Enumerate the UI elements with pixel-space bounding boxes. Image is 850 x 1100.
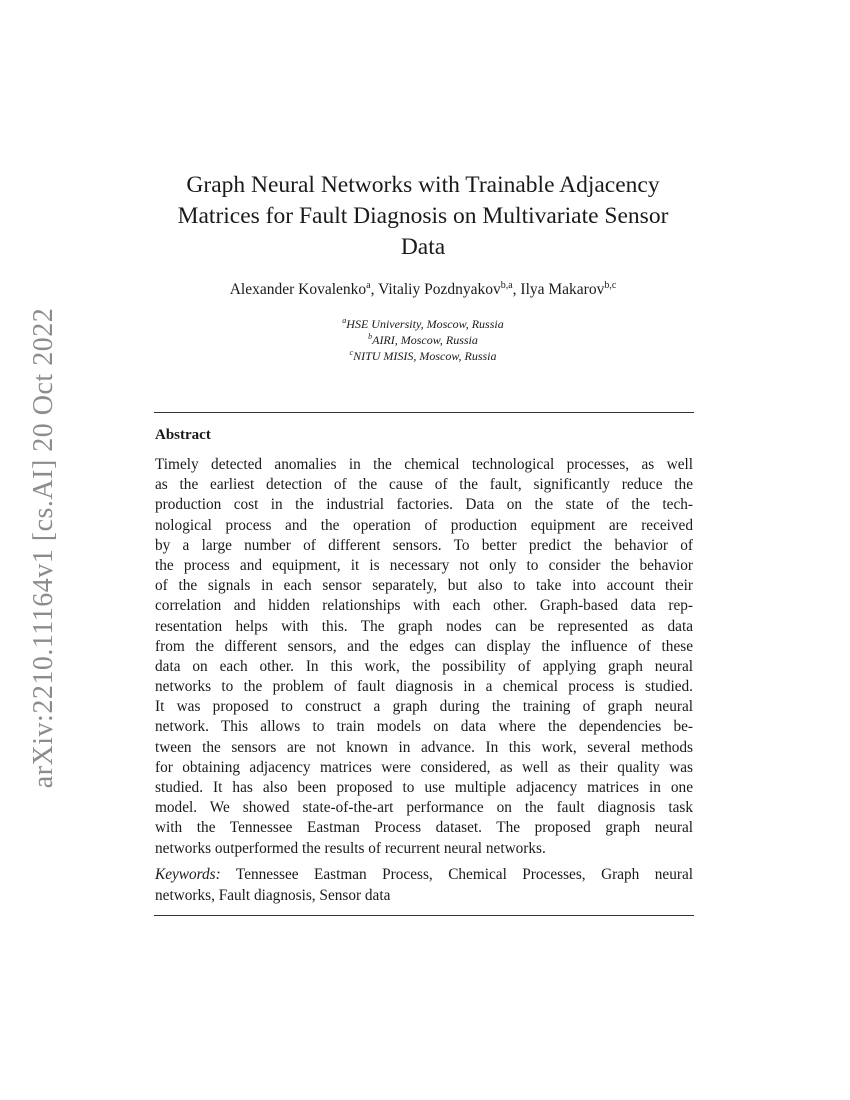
- abstract-line: nological process and the operation of production equipment are received: [155, 516, 693, 534]
- abstract-line: correlation and hidden relationships with each other. Graph-based data rep-: [155, 597, 693, 615]
- author-name: Ilya Makarov: [520, 281, 605, 298]
- abstract-line: production cost in the industrial factories. Data on the state of the tech-: [155, 496, 693, 514]
- bottom-divider: [154, 915, 694, 916]
- affiliation: [150, 348, 696, 364]
- abstract-body: [155, 455, 693, 859]
- abstract-line: the process and equipment, it is necessary not only to consider the behavior: [155, 556, 693, 574]
- author-list: [150, 281, 696, 299]
- top-divider: [154, 412, 694, 413]
- abstract-line: Timely detected anomalies in the chemical technological processes, as well: [155, 456, 693, 473]
- title-line: Data: [400, 234, 446, 260]
- author-affil-mark: b,c: [604, 279, 617, 291]
- abstract-line: studied. It has also been proposed to use multiple adjacency matrices in one: [155, 779, 693, 796]
- abstract-line: by a large number of different sensors. To better predict the behavior of: [155, 536, 693, 554]
- affiliation-mark: c: [349, 348, 354, 357]
- abstract-line: with the Tennessee Eastman Process dataset. The proposed graph neural: [155, 819, 693, 837]
- abstract-line: networks outperformed the results of recurrent neural networks.: [155, 839, 546, 857]
- author-affil-mark: b,a: [500, 279, 513, 291]
- arxiv-identifier: arXiv:2210.11164v1 [cs.AI] 20 Oct 2022: [28, 307, 59, 789]
- title-line: Graph Neural Networks with Trainable Adjacency: [186, 172, 660, 198]
- abstract-line: resentation helps with this. The graph nodes can be represented as data: [155, 617, 693, 635]
- keywords-text: Tennessee Eastman Process, Chemical Processes, Graph neural: [235, 866, 693, 883]
- paper-title: [150, 170, 696, 263]
- affiliation-text: HSE University, Moscow, Russia: [346, 317, 504, 331]
- affiliations: [150, 316, 696, 364]
- author-separator: ,: [370, 281, 379, 298]
- abstract-line: model. We showed state-of-the-art performance on the fault diagnosis task: [155, 799, 693, 817]
- keywords: [155, 865, 693, 906]
- author-affil-mark: a: [366, 279, 371, 291]
- affiliation-mark: a: [342, 316, 347, 325]
- affiliation: [150, 332, 696, 348]
- title-line: Matrices for Fault Diagnosis on Multivariate Sensor: [177, 203, 669, 229]
- abstract-line: It was proposed to construct a graph during the training of graph neural: [155, 698, 693, 716]
- affiliation: [150, 316, 696, 332]
- abstract-line: networks to the problem of fault diagnosis in a chemical process is studied.: [155, 678, 693, 696]
- keywords-line: [155, 865, 693, 886]
- affiliation-mark: b: [368, 332, 373, 341]
- abstract-line: network. This allows to train models on data where the dependencies be-: [155, 718, 693, 736]
- abstract-line: as the earliest detection of the cause of the fault, significantly reduce the: [155, 476, 693, 494]
- abstract-line: data on each other. In this work, the possibility of applying graph neural: [155, 657, 693, 675]
- abstract-line: of the signals in each sensor separately, but also to take into account their: [155, 577, 693, 595]
- keywords-label: Keywords:: [155, 866, 221, 883]
- author-separator: ,: [512, 281, 521, 298]
- abstract-line: from the different sensors, and the edges can display the influence of these: [155, 637, 693, 655]
- abstract-line: for obtaining adjacency matrices were considered, as well as their quality was: [155, 758, 693, 776]
- affiliation-text: AIRI, Moscow, Russia: [372, 333, 478, 347]
- affiliation-text: NITU MISIS, Moscow, Russia: [353, 349, 497, 363]
- author-name: Alexander Kovalenko: [229, 281, 367, 298]
- author-name: Vitaliy Pozdnyakov: [378, 281, 501, 298]
- keywords-line: networks, Fault diagnosis, Sensor data: [155, 886, 391, 904]
- abstract-line: tween the sensors are not known in advance. In this work, several methods: [155, 738, 693, 756]
- abstract-heading: Abstract: [155, 427, 211, 443]
